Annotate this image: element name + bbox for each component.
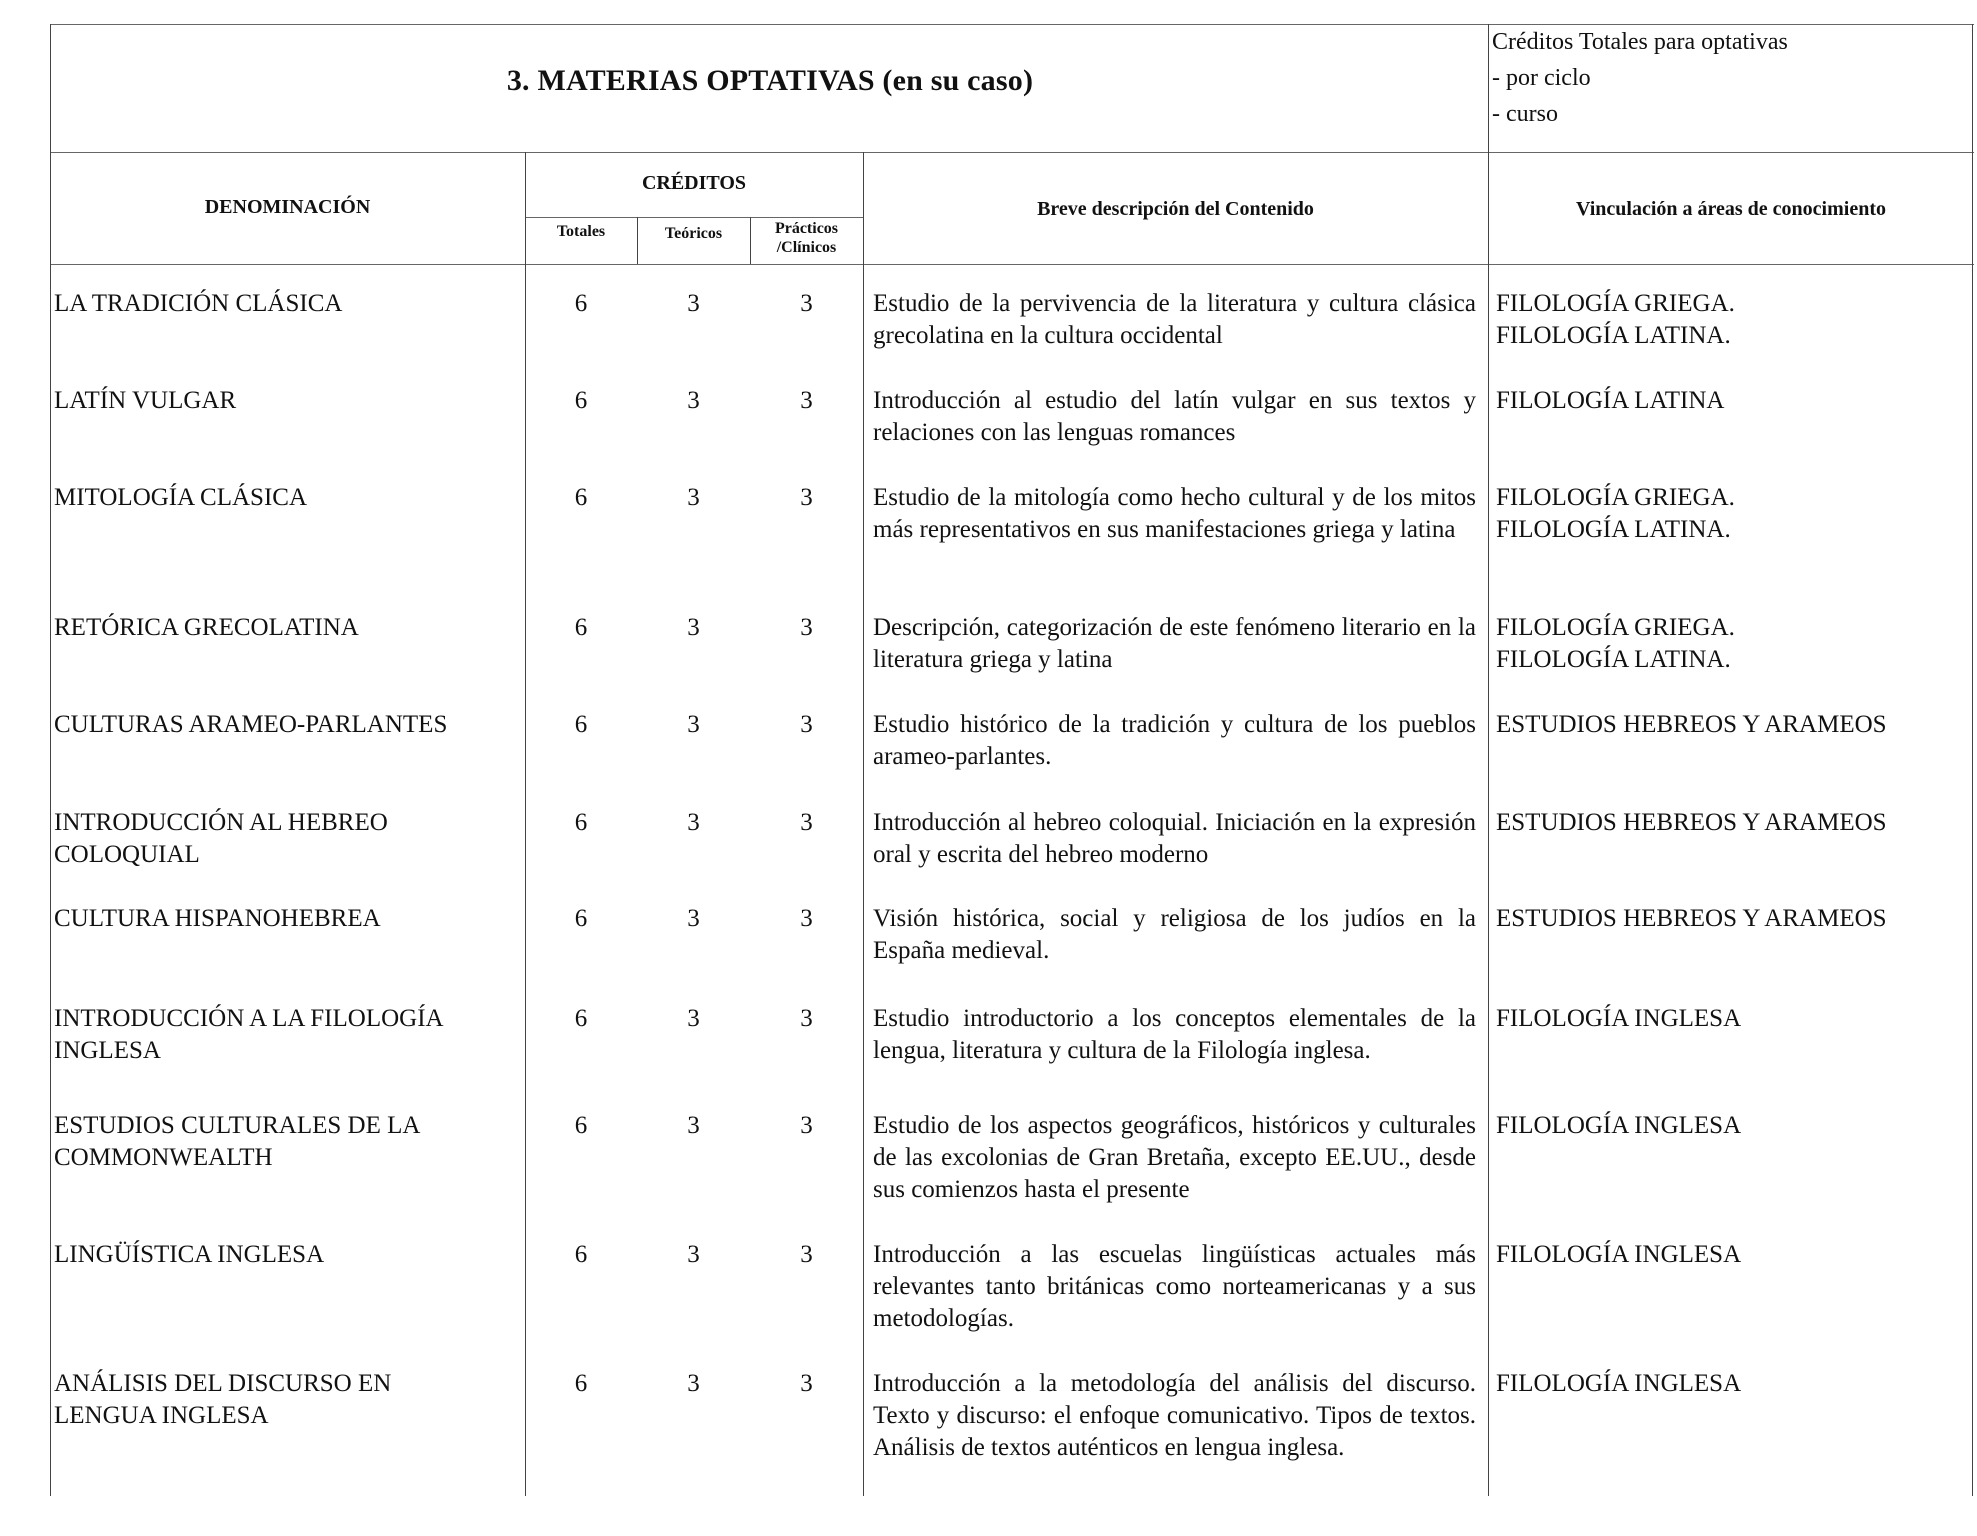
credits-totales: 6 xyxy=(574,1241,588,1268)
knowledge-areas: FILOLOGÍA GRIEGA. FILOLOGÍA LATINA. xyxy=(1496,614,1735,673)
knowledge-areas: FILOLOGÍA LATINA xyxy=(1496,387,1725,414)
credits-totales: 6 xyxy=(574,484,588,511)
header-teoricos: Teóricos xyxy=(664,225,723,242)
credits-teoricos: 3 xyxy=(687,711,700,738)
credits-practicos: 3 xyxy=(800,1370,813,1397)
knowledge-areas: FILOLOGÍA INGLESA xyxy=(1496,1241,1742,1268)
header-creditos: CRÉDITOS xyxy=(641,172,747,194)
credits-teoricos: 3 xyxy=(687,614,700,641)
content-description: Visión histórica, social y religiosa de los judíos en la España medieval. xyxy=(873,905,1476,964)
credits-practicos: 3 xyxy=(800,1005,813,1032)
credits-teoricos: 3 xyxy=(687,387,700,414)
credits-teoricos: 3 xyxy=(687,809,700,836)
knowledge-areas: FILOLOGÍA GRIEGA. FILOLOGÍA LATINA. xyxy=(1496,290,1735,349)
credits-practicos: 3 xyxy=(800,809,813,836)
credits-totales: 6 xyxy=(574,387,588,414)
subject-name: ESTUDIOS CULTURALES DE LA COMMONWEALTH xyxy=(54,1112,421,1171)
knowledge-areas: FILOLOGÍA INGLESA xyxy=(1496,1005,1742,1032)
credits-totales: 6 xyxy=(574,1112,588,1139)
content-description: Estudio de la pervivencia de la literatura y cultura clásica grecolatina en la cultura occidental xyxy=(873,290,1476,349)
credits-teoricos: 3 xyxy=(687,1005,700,1032)
subject-name: MITOLOGÍA CLÁSICA xyxy=(54,484,308,511)
subject-name: LATÍN VULGAR xyxy=(54,387,237,414)
subject-name: ANÁLISIS DEL DISCURSO EN LENGUA INGLESA xyxy=(54,1370,392,1429)
content-description: Estudio introductorio a los conceptos elementales de la lengua, literatura y cultura de la Filología inglesa. xyxy=(873,1005,1476,1064)
content-description: Introducción al estudio del latín vulgar en sus textos y relaciones con las lenguas romances xyxy=(873,387,1476,446)
credits-teoricos: 3 xyxy=(687,1370,700,1397)
optativas-table xyxy=(50,24,1974,1496)
credits-practicos: 3 xyxy=(800,387,813,414)
header-bottom-rule xyxy=(50,264,1974,265)
content-description: Introducción a la metodología del análisis del discurso. Texto y discurso: el enfoque comunicativo. Tipos de textos. Análisis de textos auténticos en lengua inglesa. xyxy=(873,1370,1476,1461)
knowledge-areas: FILOLOGÍA GRIEGA. FILOLOGÍA LATINA. xyxy=(1496,484,1735,543)
subject-name: INTRODUCCIÓN A LA FILOLOGÍA INGLESA xyxy=(54,1005,444,1064)
credits-totales: 6 xyxy=(574,614,588,641)
subject-name: CULTURAS ARAMEO-PARLANTES xyxy=(54,711,448,738)
header-practicos: Prácticos /Clínicos xyxy=(774,220,839,256)
title-bottom-rule xyxy=(50,152,1974,153)
section-title: 3. MATERIAS OPTATIVAS (en su caso) xyxy=(506,64,1034,97)
header-totales: Totales xyxy=(556,223,606,240)
credits-practicos: 3 xyxy=(800,711,813,738)
credits-teoricos: 3 xyxy=(687,1112,700,1139)
credits-teoricos: 3 xyxy=(687,1241,700,1268)
right-border xyxy=(1972,24,1973,1496)
credits-totales: 6 xyxy=(574,711,588,738)
subject-name: RETÓRICA GRECOLATINA xyxy=(54,614,359,641)
credits-practicos: 3 xyxy=(800,905,813,932)
totals-line: - por ciclo xyxy=(1492,65,1591,91)
credits-practicos: 3 xyxy=(800,1241,813,1268)
credits-practicos: 3 xyxy=(800,614,813,641)
credits-totales: 6 xyxy=(574,809,588,836)
header-denominacion: DENOMINACIÓN xyxy=(204,196,371,218)
credits-teoricos: 3 xyxy=(687,484,700,511)
content-description: Descripción, categorización de este fenómeno literario en la literatura griega y latina xyxy=(873,614,1476,673)
header-descripcion: Breve descripción del Contenido xyxy=(1037,198,1314,220)
subject-name: LA TRADICIÓN CLÁSICA xyxy=(54,290,343,317)
subject-name: CULTURA HISPANOHEBREA xyxy=(54,905,381,932)
knowledge-areas: FILOLOGÍA INGLESA xyxy=(1496,1112,1742,1139)
content-description: Estudio histórico de la tradición y cultura de los pueblos arameo-parlantes. xyxy=(873,711,1476,770)
header-vinculacion: Vinculación a áreas de conocimiento xyxy=(1576,198,1886,220)
totals-line: Créditos Totales para optativas xyxy=(1492,29,1788,55)
left-border xyxy=(50,24,51,1496)
col-divider-descripcion xyxy=(1488,24,1489,1496)
credits-practicos: 3 xyxy=(800,1112,813,1139)
content-description: Estudio de los aspectos geográficos, históricos y culturales de las excolonias de Gran Bretaña, excepto EE.UU., desde sus comienzos hasta el presente xyxy=(873,1112,1476,1203)
knowledge-areas: ESTUDIOS HEBREOS Y ARAMEOS xyxy=(1496,809,1887,836)
content-description: Estudio de la mitología como hecho cultural y de los mitos más representativos en sus manifestaciones griega y latina xyxy=(873,484,1476,543)
credits-totales: 6 xyxy=(574,290,588,317)
subject-name: LINGÜÍSTICA INGLESA xyxy=(54,1241,325,1268)
subject-name: INTRODUCCIÓN AL HEBREO COLOQUIAL xyxy=(54,809,388,868)
credits-totales: 6 xyxy=(574,1005,588,1032)
knowledge-areas: ESTUDIOS HEBREOS Y ARAMEOS xyxy=(1496,711,1887,738)
content-description: Introducción al hebreo coloquial. Iniciación en la expresión oral y escrita del hebreo moderno xyxy=(873,809,1476,868)
knowledge-areas: ESTUDIOS HEBREOS Y ARAMEOS xyxy=(1496,905,1887,932)
credits-practicos: 3 xyxy=(800,484,813,511)
credits-teoricos: 3 xyxy=(687,905,700,932)
totals-note xyxy=(1492,24,1788,132)
creditos-subrule xyxy=(525,217,863,218)
totals-line: - curso xyxy=(1492,101,1558,127)
content-description: Introducción a las escuelas lingüísticas actuales más relevantes tanto británicas como norteamericanas y a sus metodologías. xyxy=(873,1241,1476,1332)
credits-totales: 6 xyxy=(574,1370,588,1397)
col-divider-creditos xyxy=(863,152,864,1496)
knowledge-areas: FILOLOGÍA INGLESA xyxy=(1496,1370,1742,1397)
credits-teoricos: 3 xyxy=(687,290,700,317)
credits-practicos: 3 xyxy=(800,290,813,317)
credits-totales: 6 xyxy=(574,905,588,932)
